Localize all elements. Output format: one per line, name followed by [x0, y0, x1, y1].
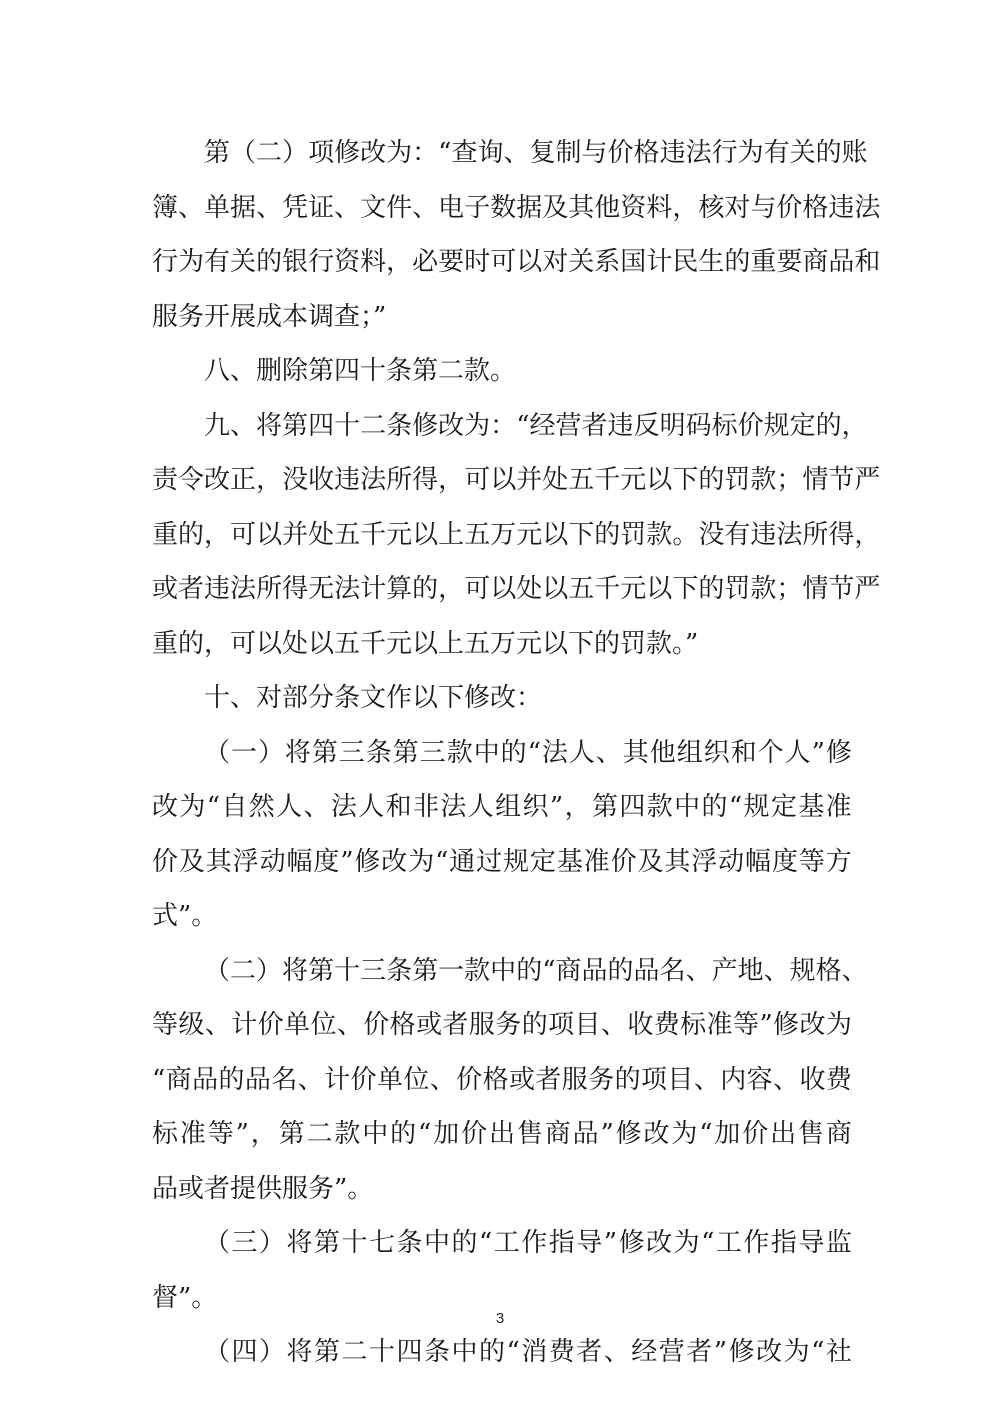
- text-line: 标 准 等 ” ， 第 二 款 中 的 “ 加 价 出 售 商 品 ” 修 改 为 “ 加 价 出 售 商: [152, 1119, 852, 1149]
- text-line: 簿 、 单 据 、 凭 证 、 文 件 、 电 子 数 据 及 其 他 资 料 ， 核 对 与 价 格 违 法: [152, 192, 881, 223]
- text-line: 等 级 、 计 价 单 位 、 价 格 或 者 服 务 的 项 目 、 收 费 标 准 等 ” 修 改 为: [152, 1010, 852, 1040]
- text-line: 重的，可以处以五千元以上五万元以下的罚款。”: [152, 628, 699, 659]
- text-line: 八、删除第四十条第二款。: [204, 356, 517, 386]
- text-line: 责 令 改 正 ， 没 收 违 法 所 得 ， 可 以 并 处 五 千 元 以 下 的 罚 款 ； 情 节 严: [152, 465, 881, 495]
- text-line: 服务开展成本调查；”: [152, 301, 387, 332]
- text-line: 九 、 将 第 四 十 二 条 修 改 为 ： “ 经 营 者 违 反 明 码 标 价 规 定 的 ，: [204, 410, 868, 441]
- text-line: 第 （ 二 ） 项 修 改 为 ： “ 查 询 、 复 制 与 价 格 违 法 行 为 有 关 的 账: [204, 138, 868, 168]
- text-line: 品或者提供服务”。: [152, 1173, 374, 1204]
- text-line: （ 三 ） 将 第 十 七 条 中 的 “ 工 作 指 导 ” 修 改 为 “ 工 作 指 导 监: [204, 1228, 852, 1258]
- text-line: 或 者 违 法 所 得 无 法 计 算 的 ， 可 以 处 以 五 千 元 以 下 的 罚 款 ； 情 节 严: [152, 574, 881, 604]
- text-line: （ 一 ） 将 第 三 条 第 三 款 中 的 “ 法 人 、 其 他 组 织 和 个 人 ” 修: [204, 737, 852, 768]
- text-line: 价 及 其 浮 动 幅 度 ” 修 改 为 “ 通 过 规 定 基 准 价 及 其 浮 动 幅 度 等 方: [152, 846, 852, 877]
- text-line: 重 的 ， 可 以 并 处 五 千 元 以 上 五 万 元 以 下 的 罚 款 。 没 有 违 法 所 得 ，: [152, 519, 881, 550]
- text-line: 十、对部分条文作以下修改：: [204, 683, 543, 713]
- text-line: （ 二 ） 将 第 十 三 条 第 一 款 中 的 “ 商 品 的 品 名 、 产 地 、 规 格 、: [204, 955, 868, 986]
- text-line: 改 为 “ 自 然 人 、 法 人 和 非 法 人 组 织 ” ， 第 四 款 中 的 “ 规 定 基 准: [152, 792, 852, 822]
- body-text: [152, 126, 881, 1380]
- text-line: 行 为 有 关 的 银 行 资 料 ， 必 要 时 可 以 对 关 系 国 计 民 生 的 重 要 商 品 和: [152, 247, 881, 277]
- page-number: 3: [495, 1310, 505, 1327]
- text-line: 式”。: [152, 901, 218, 931]
- text-line: “ 商 品 的 品 名 、 计 价 单 位 、 价 格 或 者 服 务 的 项 目 、 内 容 、 收 费: [152, 1064, 852, 1095]
- text-line: 督”。: [152, 1282, 218, 1313]
- text-line: （ 四 ） 将 第 二 十 四 条 中 的 “ 消 费 者 、 经 营 者 ” 修 改 为 “ 社: [204, 1337, 852, 1367]
